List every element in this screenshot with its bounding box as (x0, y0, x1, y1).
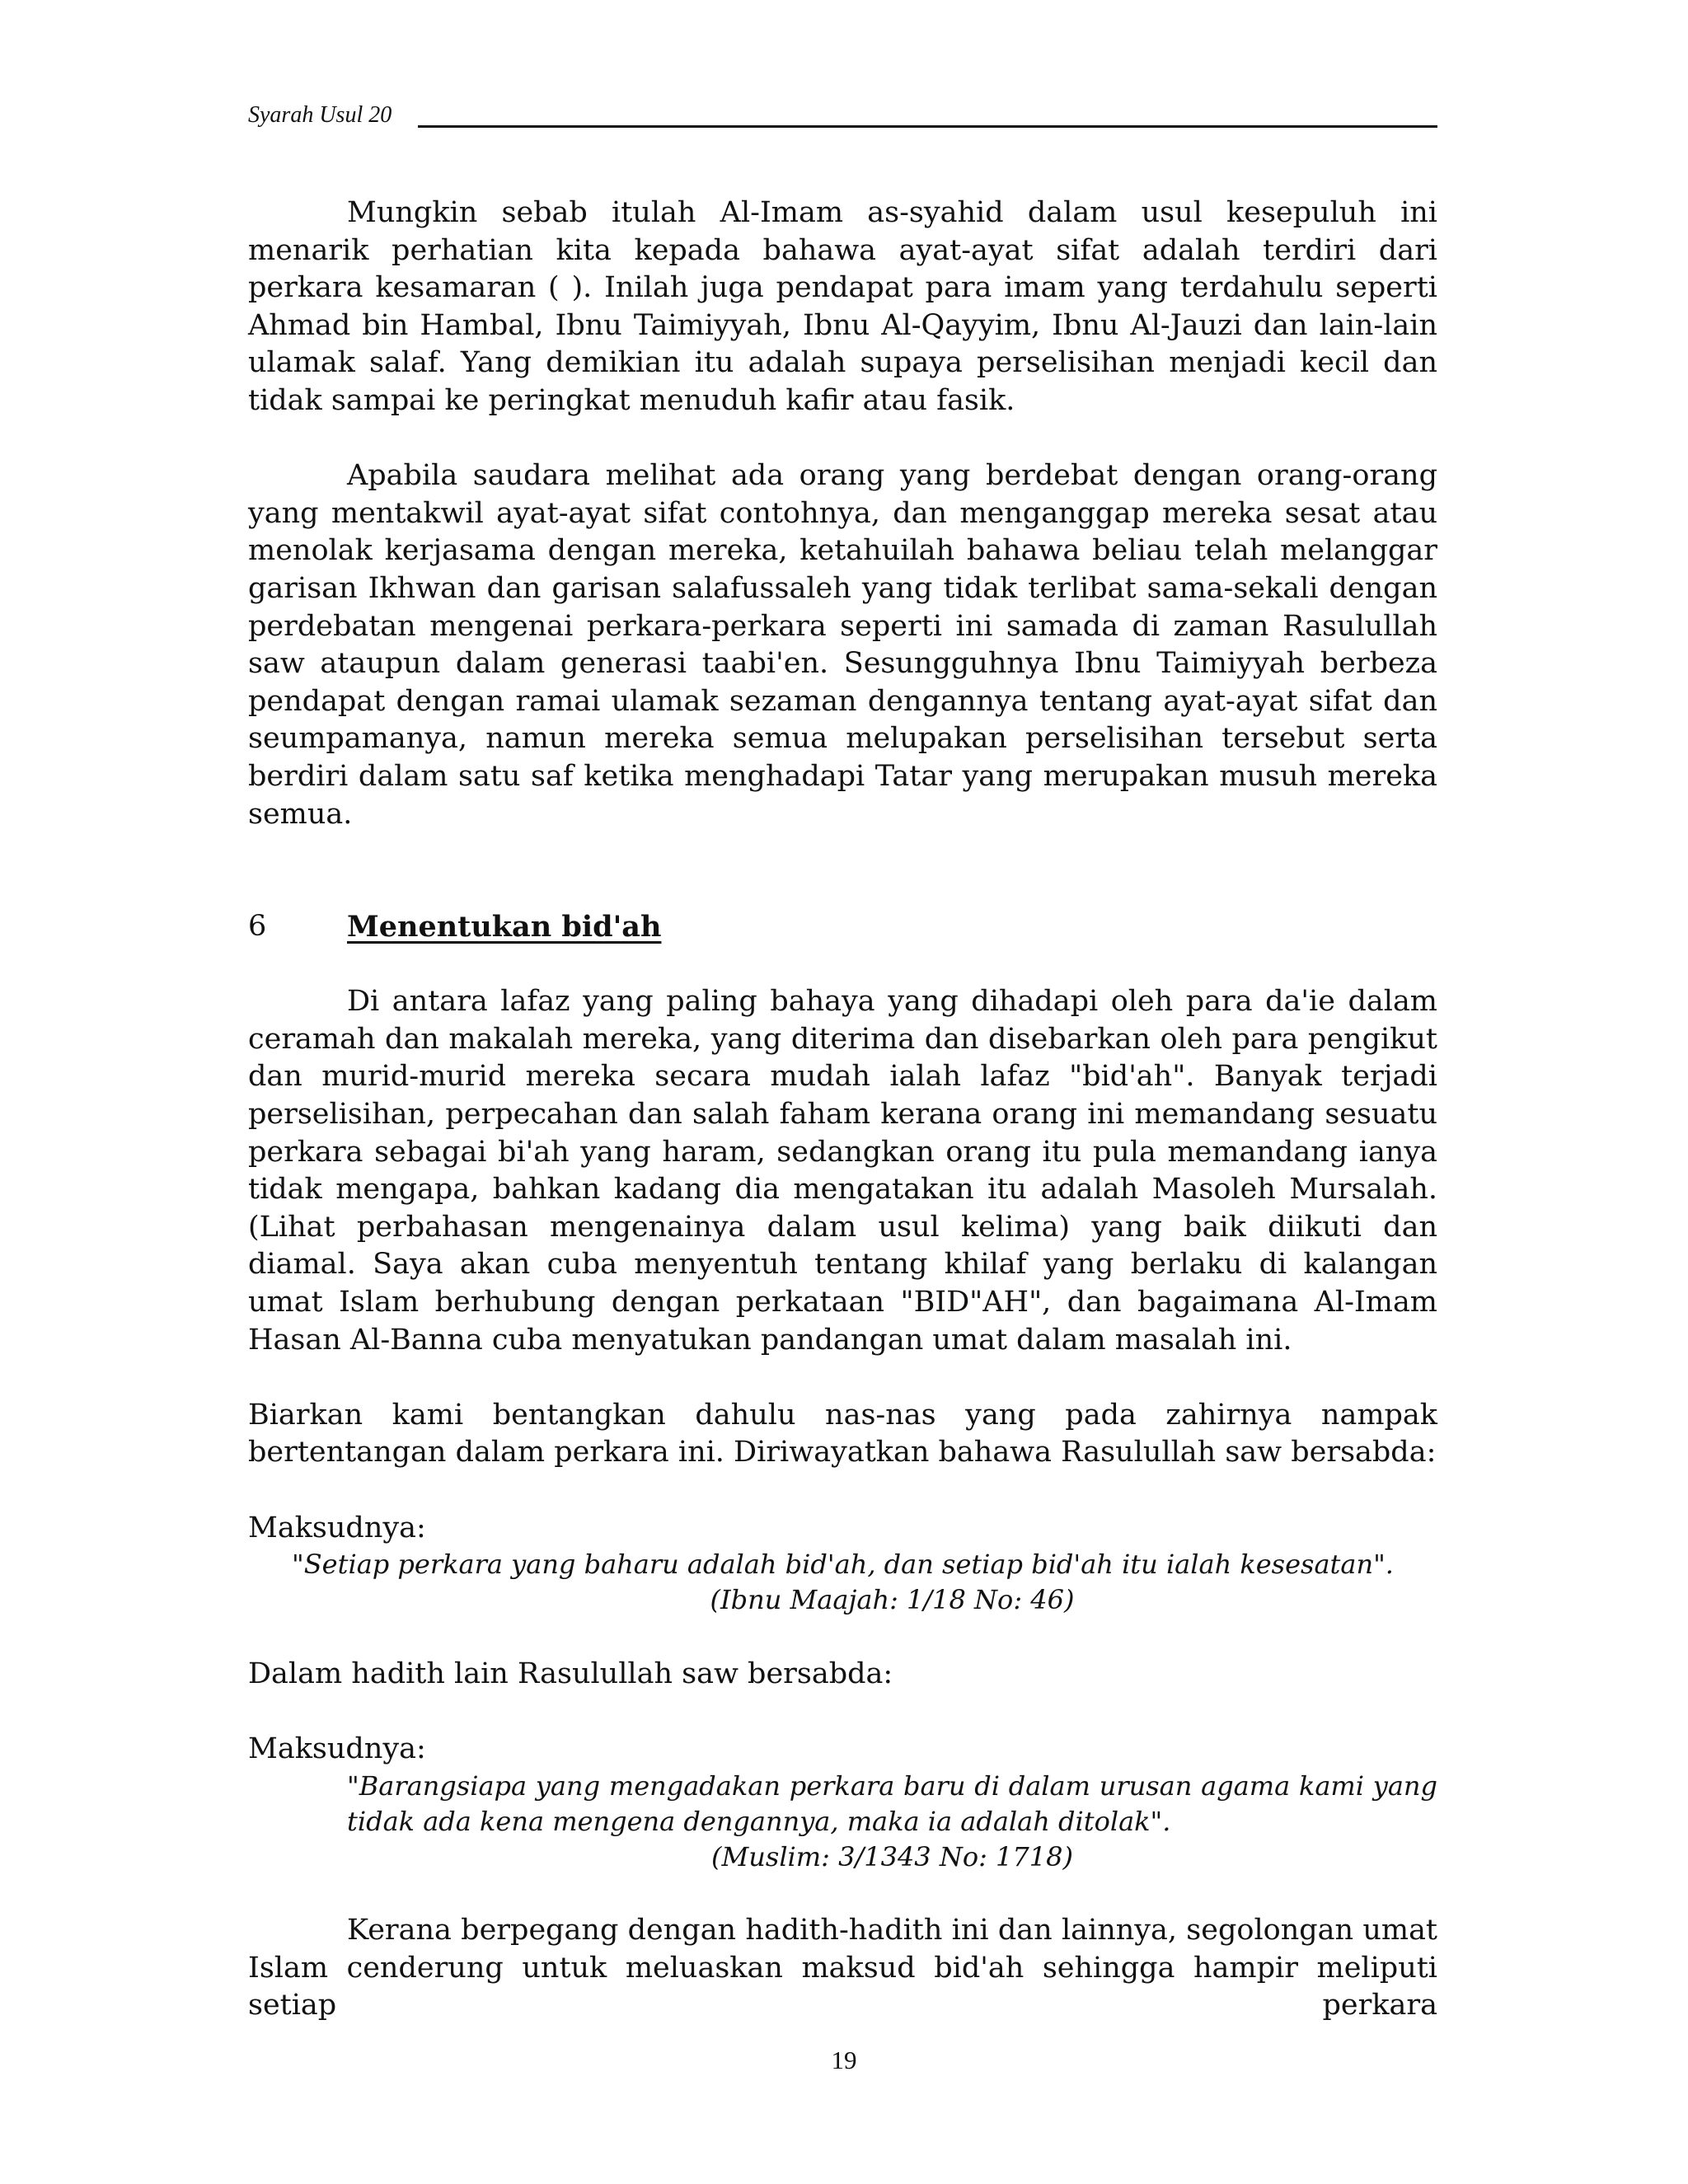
header-rule (418, 125, 1437, 128)
hadith-quote-2: "Barangsiapa yang mengadakan perkara baru di dalam urusan agama kami yang tidak ada kena mengena dengannya, maka ia adalah ditolak". (347, 1769, 1437, 1837)
paragraph-1: Mungkin sebab itulah Al-Imam as-syahid dalam usul kesepuluh ini menarik perhatian kita kepada bahawa ayat-ayat sifat adalah terdiri dari perkara kesamaran ( ). Inilah juga pendapat para imam yang terdahulu seperti Ahmad bin Hambal, Ibnu Taimiyyah, Ibnu Al-Qayyim, Ibnu Al-Jauzi dan lain-lain ulamak salaf. Yang demikian itu adalah supaya perselisihan menjadi kecil dan tidak sampai ke peringkat menuduh kafir atau fasik. (248, 196, 1437, 417)
paragraph-3: Di antara lafaz yang paling bahaya yang dihadapi oleh para da'ie dalam ceramah dan makalah mereka, yang diterima dan disebarkan oleh para pengikut dan murid-murid mereka secara mudah ialah lafaz "bid'ah". Banyak terjadi perselisihan, perpecahan dan salah faham kerana orang ini memandang sesuatu perkara sebagai bi'ah yang haram, sedangkan orang itu pula memandang ianya tidak mengapa, bahkan kadang dia mengatakan itu adalah Masoleh Mursalah. (Lihat perbahasan mengenainya dalam usul kelima) yang baik diikuti dan diamal. Saya akan cuba menyentuh tentang khilaf yang berlaku di kalangan umat Islam berhubung dengan perkataan "BID"AH", dan bagaimana Al-Imam Hasan Al-Banna cuba menyatukan pandangan umat dalam masalah ini. (248, 985, 1437, 1357)
hadith-citation-1: (Ibnu Maajah: 1/18 No: 46) (710, 1584, 1075, 1616)
maksud-label-2: Maksudnya: (248, 1732, 426, 1765)
paragraph-6: Kerana berpegang dengan hadith-hadith ini dan lainnya, segolongan umat Islam cenderung untuk meluaskan maksud bid'ah sehingga hampir meliputi setiap perkara (248, 1914, 1437, 2022)
header-title: Syarah Usul 20 (248, 102, 392, 128)
paragraph-5: Dalam hadith lain Rasulullah saw bersabda: (248, 1657, 893, 1690)
paragraph-2: Apabila saudara melihat ada orang yang berdebat dengan orang-orang yang mentakwil ayat-ayat sifat contohnya, dan menganggap mereka sesat atau menolak kerjasama dengan mereka, ketahuilah bahawa beliau telah melanggar garisan Ikhwan dan garisan salafussaleh yang tidak terlibat sama-sekali dengan perdebatan mengenai perkara-perkara seperti ini samada di zaman Rasulullah saw ataupun dalam generasi taabi'en. Sesungguhnya Ibnu Taimiyyah berbeza pendapat dengan ramai ulamak sezaman dengannya tentang ayat-ayat sifat dan seumpamanya, namun mereka semua melupakan perselisihan tersebut serta berdiri dalam satu saf ketika menghadapi Tatar yang merupakan musuh mereka semua. (248, 459, 1437, 831)
page-number: 19 (831, 2046, 857, 2074)
section-title: Menentukan bid'ah (347, 910, 662, 944)
paragraph-4: Biarkan kami bentangkan dahulu nas-nas yang pada zahirnya nampak bertentangan dalam perkara ini. Diriwayatkan bahawa Rasulullah saw bersabda: (248, 1398, 1437, 1469)
section-number: 6 (248, 910, 267, 944)
maksud-label-1: Maksudnya: (248, 1511, 426, 1544)
page-body (248, 194, 1437, 2025)
section-heading (248, 908, 1437, 946)
hadith-quote-1: "Setiap perkara yang baharu adalah bid'ah, dan setiap bid'ah itu ialah kesesatan". (292, 1549, 1394, 1581)
hadith-citation-2: (Muslim: 3/1343 No: 1718) (711, 1840, 1073, 1872)
running-header (248, 101, 1437, 130)
